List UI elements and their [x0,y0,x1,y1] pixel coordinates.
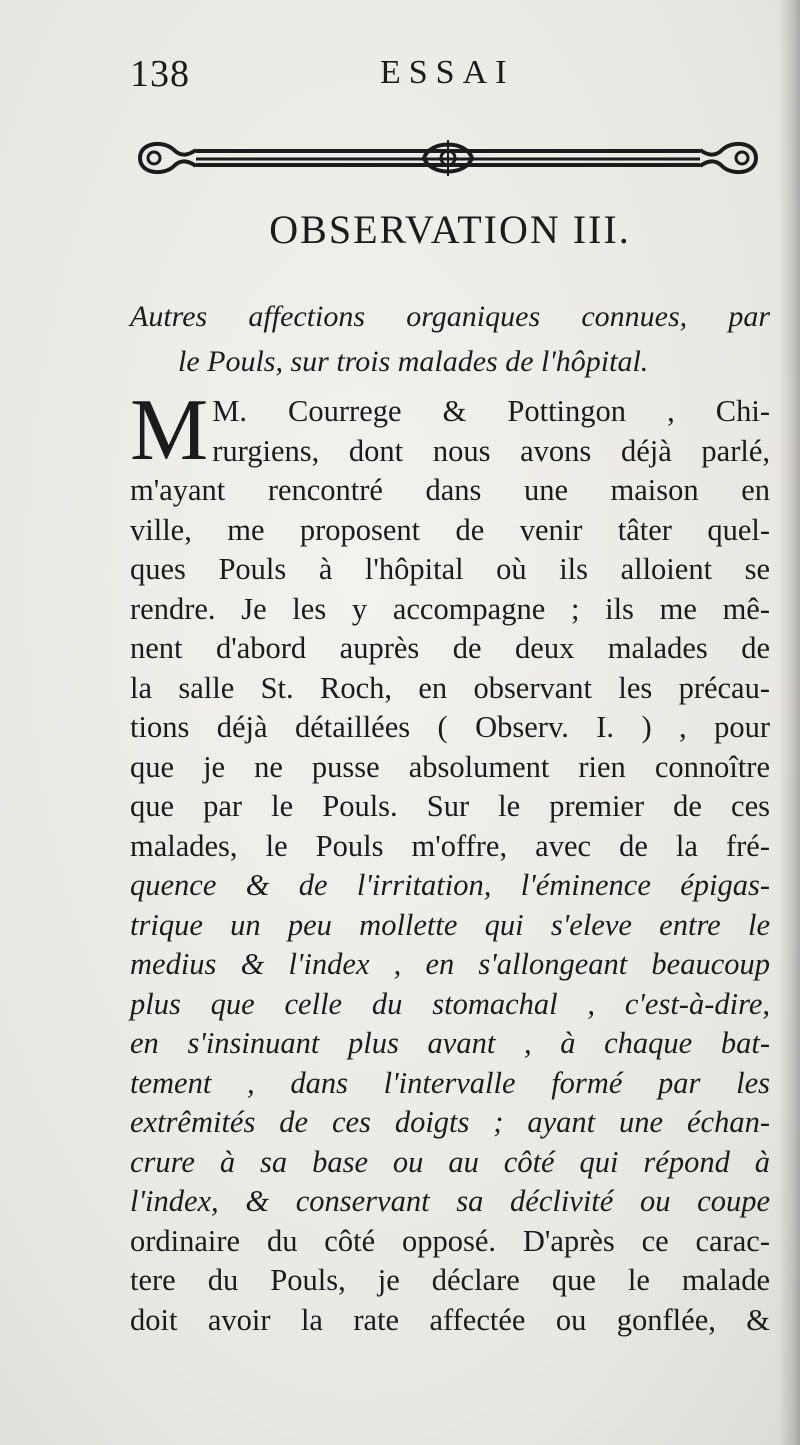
headpiece-ornament [134,136,762,180]
subtitle-line: Autres affections organiques connues, par [130,300,770,333]
drop-capital: M [130,382,207,479]
body-text [130,382,770,1340]
text-line: medius & l'index , en s'allongeant beaucoup [130,947,770,981]
text-line: plus que celle du stomachal , c'est-à-dire, [130,986,770,1021]
text-line: en s'insinuant plus avant , à chaque bat- [130,1026,770,1060]
text-line: l'index, & conservant sa déclivité ou coupe [130,1184,770,1218]
subtitle-line: le Pouls, sur trois malades de l'hôpital. [178,345,649,378]
text-line: la salle St. Roch, en observant les précau- [130,670,770,705]
text-line: tions déjà détaillées ( Observ. I. ) , pour [130,710,770,744]
text-line: m'ayant rencontré dans une maison en [130,473,770,507]
running-title: ESSAI [380,54,515,91]
observation-subtitle [130,294,770,384]
text-line: M. Courrege & Pottingon , Chi- [212,394,770,428]
text-line: malades, le Pouls m'offre, avec de la fré- [130,828,770,863]
text-line: doit avoir la rate affectée ou gonflée, & [130,1302,770,1337]
text-line: ville, me proposent de venir tâter quel- [130,512,770,547]
text-line: nent d'abord auprès de deux malades de [130,631,770,665]
observation-title: OBSERVATION III. [269,207,631,252]
text-line: rendre. Je les y accompagne ; ils me mê- [130,591,770,626]
text-line: tement , dans l'intervalle formé par les [130,1065,770,1100]
text-line: trique un peu mollette qui s'eleve entre le [130,907,770,942]
text-line: crure à sa base ou au côté qui répond à [130,1144,770,1179]
running-header [130,52,770,102]
text-line: rurgiens, dont nous avons déjà parlé, [212,433,770,468]
text-line: extrêmités de ces doigts ; ayant une échan- [130,1105,770,1139]
page-number: 138 [130,53,190,95]
text-line: ordinaire du côté opposé. D'après ce carac- [130,1223,770,1258]
text-line: que par le Pouls. Sur le premier de ces [130,789,770,823]
text-line: tere du Pouls, je déclare que le malade [130,1263,770,1297]
text-line: ques Pouls à l'hôpital où ils alloient se [130,552,770,586]
spine-shadow [778,0,800,1445]
text-line: que je ne pusse absolument rien connoître [130,749,770,784]
text-line: quence & de l'irritation, l'éminence épigas- [130,868,770,902]
